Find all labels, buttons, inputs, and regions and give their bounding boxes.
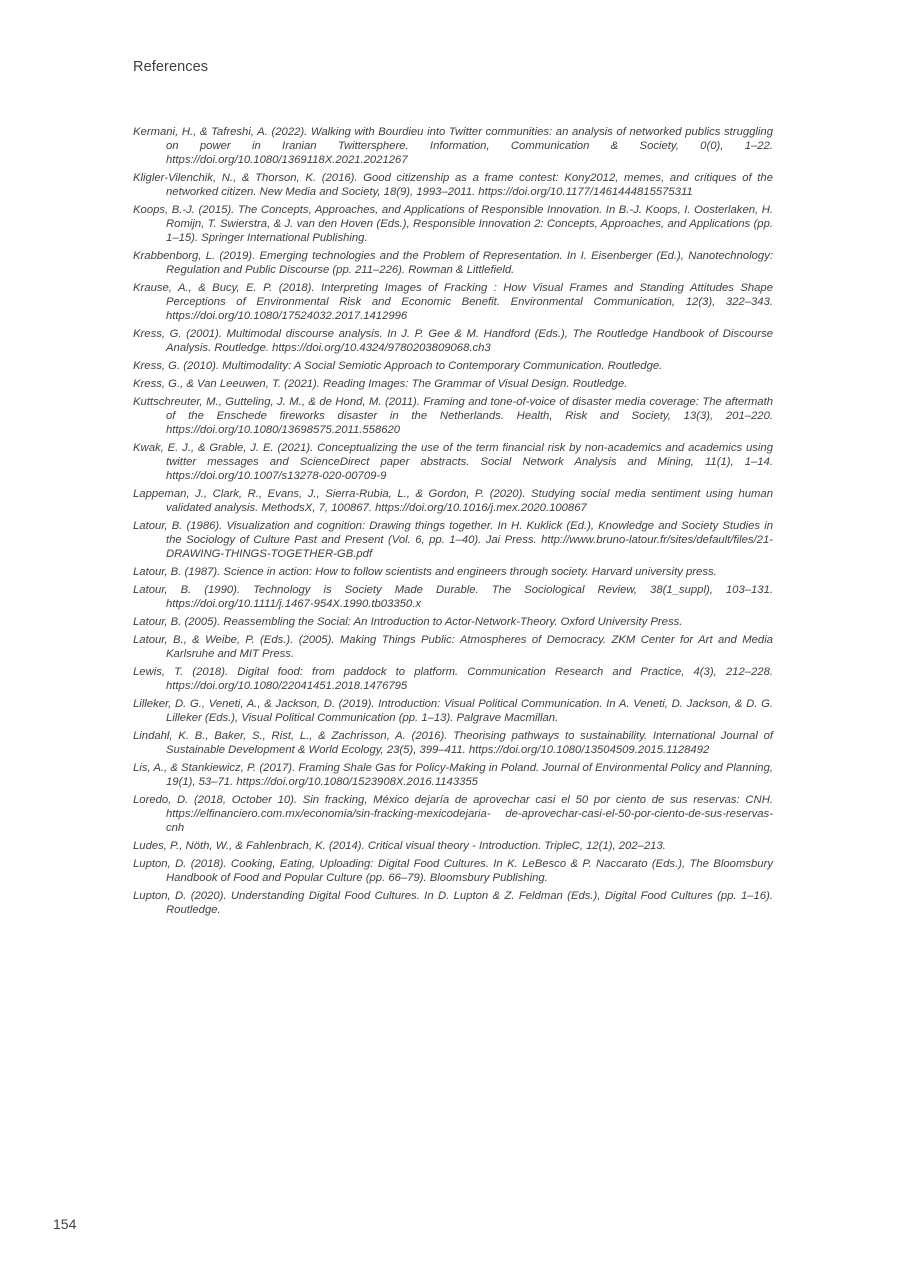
reference-entry: Latour, B., & Weibe, P. (Eds.). (2005). Making Things Public: Atmospheres of Democracy. ZKM Center for Art and Media Karlsruhe and MIT Press. <box>133 633 773 660</box>
reference-entry: Lilleker, D. G., Veneti, A., & Jackson, D. (2019). Introduction: Visual Political Communication. In A. Veneti, D. Jackson, & D. G. Lilleker (Eds.), Visual Political Communication (pp. 1–13). Palgrave Macmillan. <box>133 697 773 724</box>
reference-entry: Lupton, D. (2020). Understanding Digital Food Cultures. In D. Lupton & Z. Feldman (Eds.), Digital Food Cultures (pp. 1–16). Routledge. <box>133 889 773 916</box>
reference-entry: Kuttschreuter, M., Gutteling, J. M., & de Hond, M. (2011). Framing and tone-of-voice of disaster media coverage: The aftermath of the Enschede fireworks disaster in the Netherlands. Health, Risk and Society, 13(3), 201–220. https://doi.org/10.1080/13698575.2011.558620 <box>133 395 773 436</box>
reference-entry: Kermani, H., & Tafreshi, A. (2022). Walking with Bourdieu into Twitter communities: an analysis of networked publics struggling on power in Iranian Twittersphere. Information, Communication & Society, 0(0), 1–22. https://doi.org/10.1080/1369118X.2021.2021267 <box>133 126 773 166</box>
page-number: 154 <box>53 1216 77 1232</box>
reference-entry: Lis, A., & Stankiewicz, P. (2017). Framing Shale Gas for Policy-Making in Poland. Journal of Environmental Policy and Planning, 19(1), 53–71. https://doi.org/10.1080/1523908X.2016.1143355 <box>133 761 773 788</box>
reference-entry: Latour, B. (1986). Visualization and cognition: Drawing things together. In H. Kuklick (Ed.), Knowledge and Society Studies in the Sociology of Culture Past and Present (Vol. 6, pp. 1–40). Jai Press. http://www.bruno-latour.fr/sites/default/files/21-DRAWING-THINGS-TOGETHER-GB.pdf <box>133 519 773 560</box>
reference-entry: Latour, B. (1990). Technology is Society Made Durable. The Sociological Review, 38(1_suppl), 103–131. https://doi.org/10.1111/j.1467-954X.1990.tb03350.x <box>133 583 773 610</box>
reference-entry: Latour, B. (1987). Science in action: How to follow scientists and engineers through society. Harvard university press. <box>133 565 717 578</box>
reference-entry: Krause, A., & Bucy, E. P. (2018). Interpreting Images of Fracking : How Visual Frames and Standing Attitudes Shape Perceptions of Environmental Risk and Economic Benefit. Environmental Communication, 12(3), 322–343. https://doi.org/10.1080/17524032.2017.1412996 <box>133 281 773 322</box>
reference-entry: Lindahl, K. B., Baker, S., Rist, L., & Zachrisson, A. (2016). Theorising pathways to sustainability. International Journal of Sustainable Development & World Ecology, 23(5), 399–411. https://doi.org/10.1080/13504509.2015.1128492 <box>133 729 773 756</box>
reference-entry: Lewis, T. (2018). Digital food: from paddock to platform. Communication Research and Practice, 4(3), 212–228. https://doi.org/10.1080/22041451.2018.1476795 <box>133 665 773 692</box>
reference-list <box>133 126 773 922</box>
reference-entry: Latour, B. (2005). Reassembling the Social: An Introduction to Actor-Network-Theory. Oxford University Press. <box>133 615 683 628</box>
reference-entry: Koops, B.-J. (2015). The Concepts, Approaches, and Applications of Responsible Innovation. In B.-J. Koops, I. Oosterlaken, H. Romijn, T. Swierstra, & J. van den Hoven (Eds.), Responsible Innovation 2: Concepts, Approaches, and Applications (pp. 1–15). Springer International Publishing. <box>133 203 773 244</box>
reference-entry: Krabbenborg, L. (2019). Emerging technologies and the Problem of Representation. In I. Eisenberger (Ed.), Nanotechnology: Regulation and Public Discourse (pp. 211–226). Rowman & Littlefield. <box>133 249 773 276</box>
running-header: References <box>133 59 209 75</box>
reference-entry: Kress, G. (2001). Multimodal discourse analysis. In J. P. Gee & M. Handford (Eds.), The Routledge Handbook of Discourse Analysis. Routledge. https://doi.org/10.4324/9780203809068.ch3 <box>133 327 773 354</box>
reference-entry: Kress, G. (2010). Multimodality: A Social Semiotic Approach to Contemporary Communication. Routledge. <box>133 359 663 372</box>
reference-entry: Kligler-Vilenchik, N., & Thorson, K. (2016). Good citizenship as a frame contest: Kony2012, memes, and critiques of the networked citizen. New Media and Society, 18(9), 1993–2011. https://doi.org/10.1177/1461444815575311 <box>133 171 773 198</box>
reference-entry: Kwak, E. J., & Grable, J. E. (2021). Conceptualizing the use of the term financial risk by non-academics and academics using twitter messages and ScienceDirect paper abstracts. Social Network Analysis and Mining, 11(1), 1–14. https://doi.org/10.1007/s13278-020-00709-9 <box>133 441 773 482</box>
reference-entry: Lappeman, J., Clark, R., Evans, J., Sierra-Rubia, L., & Gordon, P. (2020). Studying social media sentiment using human validated analysis. MethodsX, 7, 100867. https://doi.org/10.1016/j.mex.2020.100867 <box>133 487 773 514</box>
reference-entry: Ludes, P., Nöth, W., & Fahlenbrach, K. (2014). Critical visual theory - Introduction. TripleC, 12(1), 202–213. <box>133 839 666 852</box>
reference-entry: Lupton, D. (2018). Cooking, Eating, Uploading: Digital Food Cultures. In K. LeBesco & P. Naccarato (Eds.), The Bloomsbury Handbook of Food and Popular Culture (pp. 66–79). Bloomsbury Publishing. <box>133 857 773 884</box>
reference-entry: Kress, G., & Van Leeuwen, T. (2021). Reading Images: The Grammar of Visual Design. Routledge. <box>133 377 628 390</box>
reference-entry: Loredo, D. (2018, October 10). Sin fracking, México dejaría de aprovechar casi el 50 por ciento de sus reservas: CNH. https://elfinanciero.com.mx/economia/sin-fracking-mexicodejaria- de-aprovechar-casi-el-50-por-ciento-de-sus-reservas-cnh <box>133 793 773 834</box>
